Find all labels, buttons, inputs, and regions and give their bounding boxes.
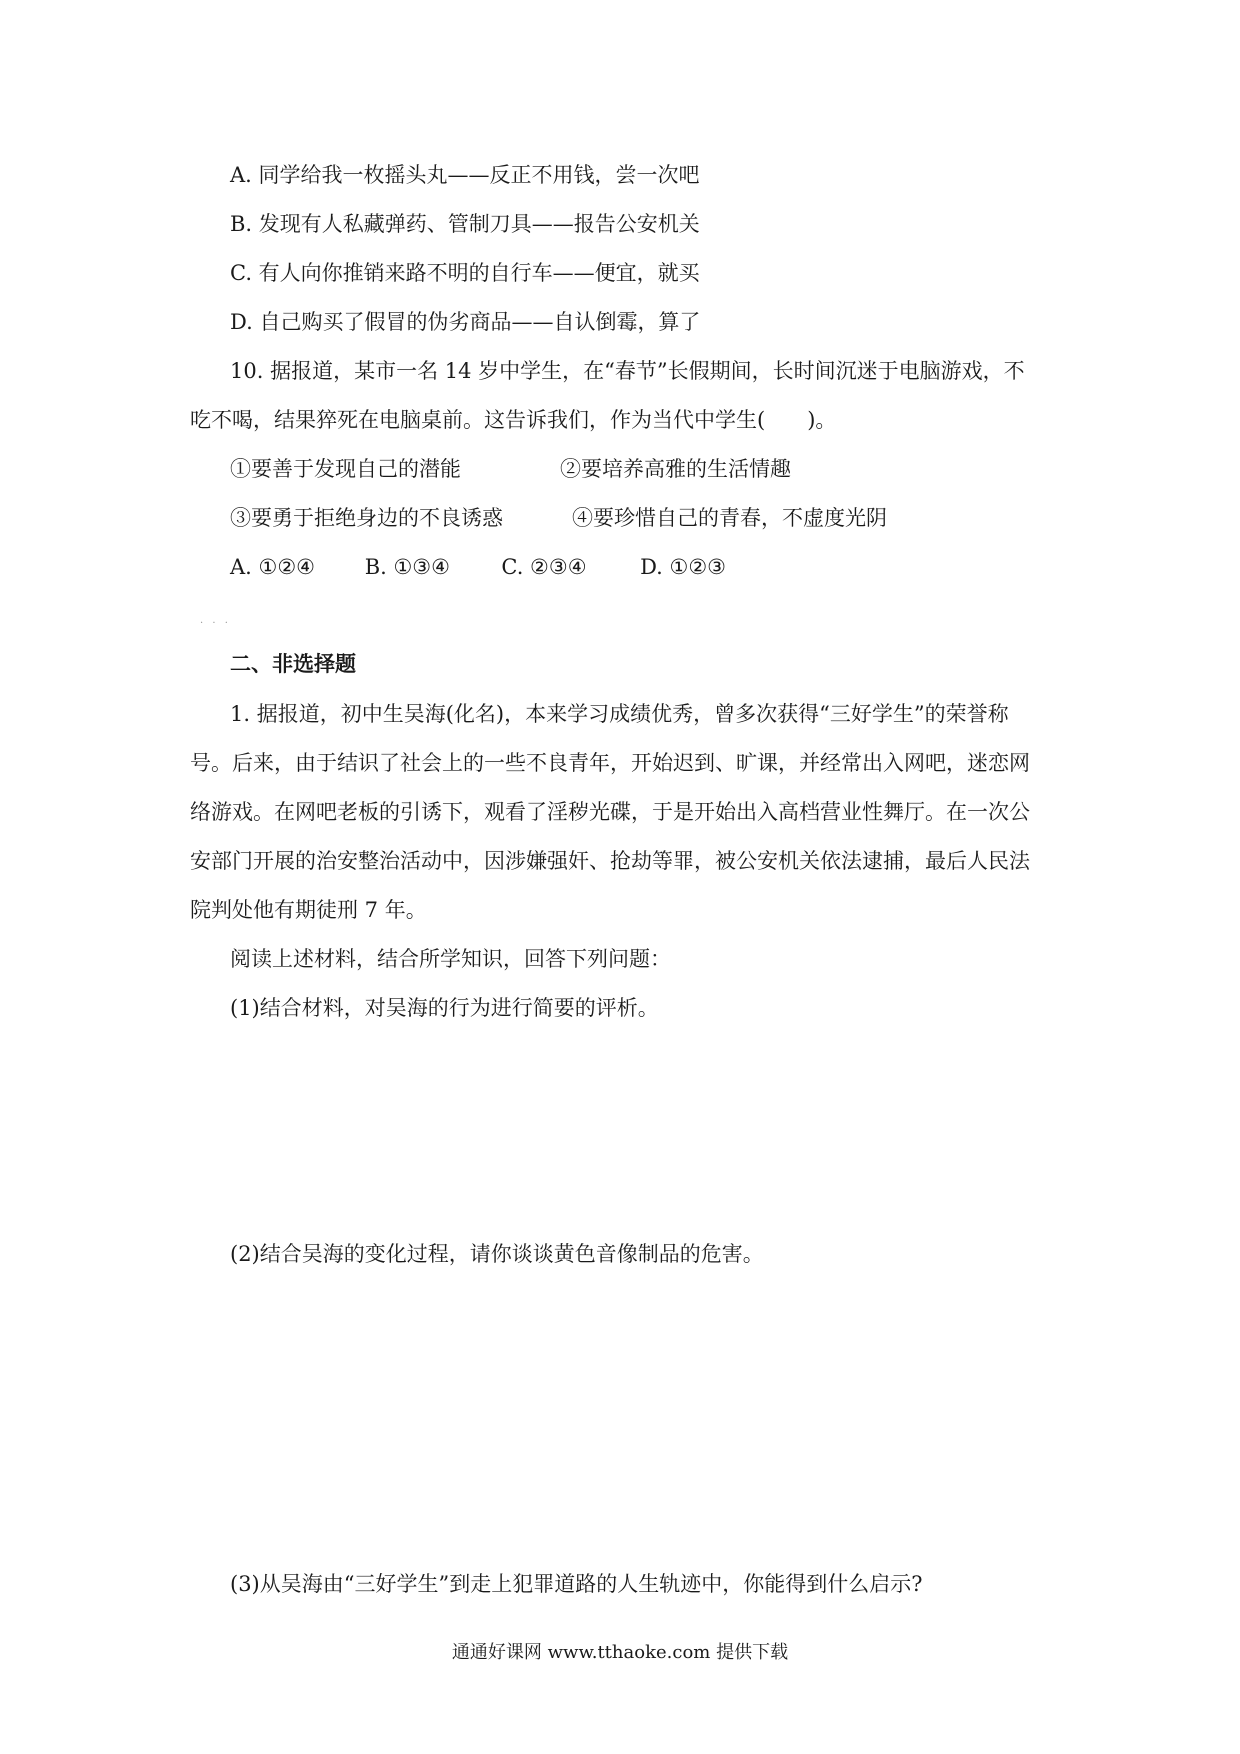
q10-item-2: ②要培养高雅的生活情趣	[560, 457, 791, 481]
q10-option-c: C. ②③④	[501, 555, 587, 579]
q1-material-line4: 安部门开展的治安整治活动中，因涉嫌强奸、抢劫等罪，被公安机关依法逮捕，最后人民法	[190, 849, 1030, 873]
q1-material-line5: 院判处他有期徒刑 7 年。	[190, 898, 427, 922]
q10-stem-line1: 10. 据报道，某市一名 14 岁中学生，在“春节”长假期间，长时间沉迷于电脑游戏，不	[230, 359, 1025, 383]
page-footer: 通通好课网 www.tthaoke.com 提供下载	[451, 1642, 789, 1663]
q9-option-d: D. 自己购买了假冒的伪劣商品——自认倒霉，算了	[230, 310, 701, 334]
q1-subquestion-3: (3)从吴海由“三好学生”到走上犯罪道路的人生轨迹中，你能得到什么启示?	[230, 1572, 923, 1596]
q10-answer-options	[230, 553, 726, 581]
q10-item-4: ④要珍惜自己的青春，不虚度光阴	[572, 506, 887, 530]
q10-option-a: A. ①②④	[230, 555, 315, 579]
q10-option-b: B. ①③④	[364, 555, 450, 579]
q1-subquestion-1: (1)结合材料，对吴海的行为进行简要的评析。	[230, 996, 659, 1020]
q1-subquestion-2: (2)结合吴海的变化过程，请你谈谈黄色音像制品的危害。	[230, 1242, 764, 1266]
q9-option-b: B. 发现有人私藏弹药、管制刀具——报告公安机关	[230, 212, 700, 236]
decorative-dots: · · ·	[200, 618, 231, 629]
q10-item-3: ③要勇于拒绝身边的不良诱惑	[230, 506, 503, 530]
q10-stem-line2: 吃不喝，结果猝死在电脑桌前。这告诉我们，作为当代中学生( )。	[190, 408, 837, 432]
q1-material-line3: 络游戏。在网吧老板的引诱下，观看了淫秽光碟，于是开始出入高档营业性舞厅。在一次公	[190, 800, 1030, 824]
section-heading: 二、非选择题	[230, 652, 356, 676]
q1-material-line2: 号。后来，由于结识了社会上的一些不良青年，开始迟到、旷课，并经常出入网吧，迷恋网	[190, 751, 1030, 775]
q10-option-d: D. ①②③	[640, 555, 726, 579]
q10-item-1: ①要善于发现自己的潜能	[230, 457, 461, 481]
q1-instruction: 阅读上述材料，结合所学知识，回答下列问题：	[230, 947, 671, 971]
q9-option-a: A. 同学给我一枚摇头丸——反正不用钱，尝一次吧	[230, 163, 700, 187]
q9-option-c: C. 有人向你推销来路不明的自行车——便宜，就买	[230, 261, 700, 285]
q1-material-line1: 1. 据报道，初中生吴海(化名)，本来学习成绩优秀，曾多次获得“三好学生”的荣誉称	[230, 702, 1009, 726]
